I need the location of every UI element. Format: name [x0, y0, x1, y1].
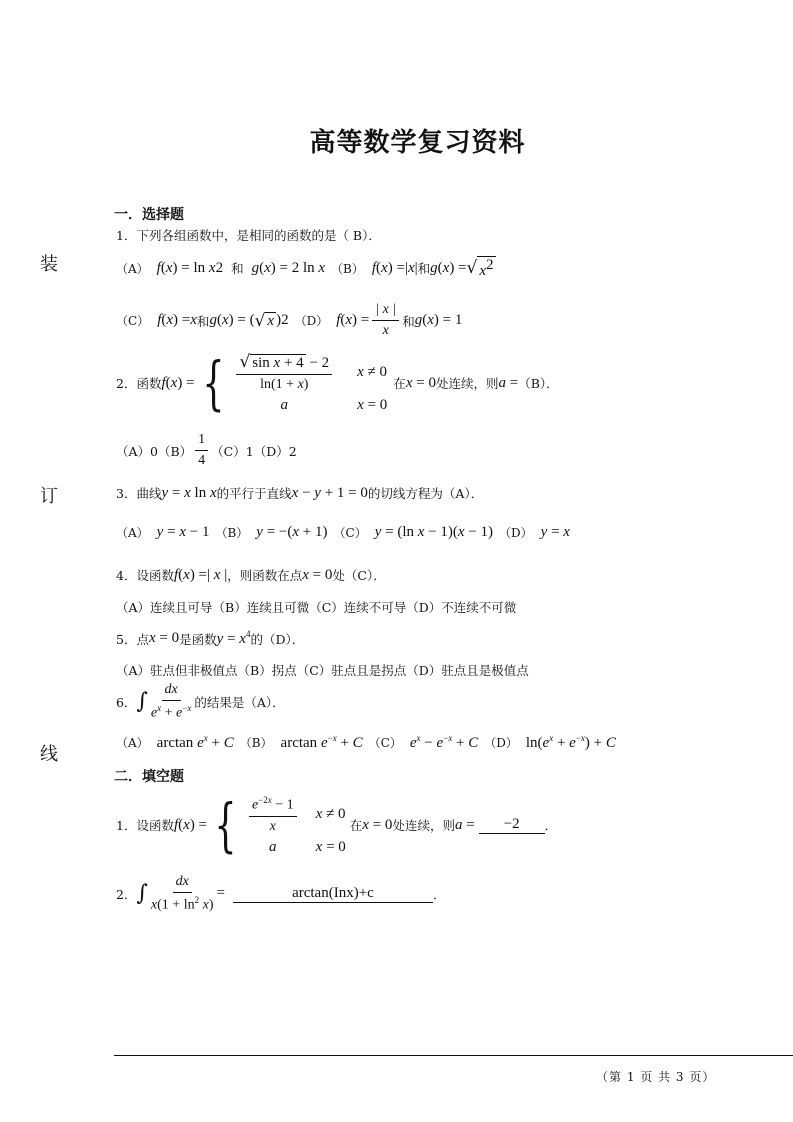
- option-b-label: （B）: [215, 526, 249, 540]
- question-2-options: （A）0（B） $\frac{1}{4}$ （C）1（D）2: [116, 432, 297, 468]
- question-text: ，则函数在点: [227, 568, 303, 583]
- question-text: 点: [136, 631, 149, 647]
- conjunction: 和: [231, 261, 244, 276]
- options-text: （A）驻点但非极值点（B）拐点（C）驻点且是拐点（D）驻点且是极值点: [116, 663, 529, 678]
- question-6-stem: 6． ∫ $\frac{dx}{e^x + e^{-x}}$ 的结果是（A）．: [116, 682, 285, 721]
- question-5-options: [116, 661, 529, 679]
- binding-mark-ding: 订: [40, 486, 58, 507]
- options-text: （A）连续且可导（B）连续且可微（C）连续不可导（D）不连续不可微: [116, 600, 517, 615]
- conjunction: 和: [196, 313, 210, 329]
- answer-blank[interactable]: −2: [479, 816, 545, 834]
- option-c-label: （C）: [116, 314, 150, 328]
- question-1-stem: [116, 226, 381, 244]
- conjunction: 和: [417, 261, 431, 276]
- question-number: 2．: [116, 376, 137, 391]
- option-c-label: （C）: [368, 736, 402, 750]
- option-a-label: （A）: [116, 736, 149, 750]
- question-text: 在: [349, 818, 363, 834]
- question-text: 处（C）．: [332, 568, 386, 583]
- question-text: 的平行于直线: [216, 486, 292, 501]
- conjunction: 和: [402, 313, 415, 329]
- question-text: 下列各组函数中，是相同的函数的是（ B）．: [136, 228, 381, 243]
- question-text: 的切线方程为（A）．: [367, 486, 484, 501]
- question-2-stem: 2． 函数 f ( x ) = { $\frac{\text{√ sin x + 4 − 2}}{\ln(1 + x)}$ x ≠ 0 a x = 0 在 x = 0 处连续，则 a = （B）．: [116, 349, 559, 417]
- fill-1: 1． 设函数 f ( x ) = { $\frac{e^{-2x} - 1}{x}$ x ≠ 0 a x = 0 在 x = 0 处连续，则 a = −2 ．: [116, 791, 558, 860]
- question-text: ．: [544, 818, 558, 834]
- question-5-stem: 5． 点 x = 0 是函数 $y = x^4$ 的（D）．: [116, 629, 305, 647]
- option-a-label: （A）: [116, 526, 149, 540]
- question-number: 1．: [116, 228, 137, 243]
- fill-2: 2． ∫ $\frac{dx}{x(1 + \ln^2 x)}$ = arctan(Inx)+c ．: [116, 874, 446, 913]
- question-text: 曲线: [136, 486, 162, 501]
- footer-rule: [114, 1055, 793, 1056]
- answer-blank[interactable]: arctan(Inx)+c: [233, 885, 433, 903]
- question-6-options: （A） $\arctan e^x + C$ （B） $\arctan e^{-x} + C$ （C） $e^x - e^{-x} + C$ （D） $\ln(e^x + e^{-x}) + C$: [116, 733, 616, 751]
- question-number: 2．: [116, 886, 137, 902]
- question-1-options-ab: （A） f ( x ) = ln x 2 和 g ( x ) = 2 ln x （B） f ( x ) =| x | 和 g ( x ) = √ $x^2$: [116, 257, 494, 279]
- piecewise-function: { $\frac{\text{√ sin x + 4 − 2}}{\ln(1 + x)}$ x ≠ 0 a x = 0: [201, 349, 388, 417]
- binding-mark-xian: 线: [40, 744, 58, 765]
- question-text: 的结果是（A）．: [194, 694, 285, 710]
- question-4-options: [116, 598, 516, 616]
- option-c-label: （C）: [333, 526, 367, 540]
- question-text: 处连续，则: [435, 376, 499, 391]
- question-text: 函数: [136, 376, 162, 391]
- binding-mark-zhuang: 装: [40, 254, 58, 275]
- option-b-label: （B）: [331, 261, 364, 276]
- question-number: 1．: [116, 818, 137, 834]
- options-text: （C）1（D）2: [211, 443, 297, 459]
- question-text: 处连续，则: [392, 818, 455, 834]
- question-text: 的（D）．: [250, 631, 305, 647]
- option-a-label: （A）: [116, 261, 149, 276]
- option-d-label: （D）: [484, 736, 518, 750]
- option-d-label: （D）: [499, 526, 533, 540]
- option-b-label: （B）: [239, 736, 273, 750]
- question-number: 4．: [116, 568, 137, 583]
- formula: f: [156, 259, 161, 276]
- question-text: ．: [432, 886, 446, 902]
- page-title: 高等数学复习资料: [309, 128, 526, 158]
- question-number: 5．: [116, 631, 137, 647]
- question-1-options-cd: （C） f ( x ) = x 和 g ( x ) = ( √ x ) 2 （D） f ( x ) = $\frac{| x |}{x}$ 和 g ( x ) = 1: [116, 302, 463, 338]
- section-choice-heading: 一．选择题: [114, 207, 184, 223]
- question-text: 在: [393, 376, 406, 391]
- question-text: 设函数: [136, 818, 174, 834]
- question-number: 3．: [116, 486, 137, 501]
- options-text: （A）0（B）: [116, 443, 193, 459]
- question-3-options: （A） y = x − 1 （B） y = −(x + 1) （C） y = (ln x − 1)(x − 1) （D） y = x: [116, 524, 570, 540]
- question-4-stem: 4． 设函数 f(x) =| x | ，则函数在点 x = 0 处（C）．: [116, 566, 386, 583]
- question-number: 6．: [116, 694, 137, 710]
- option-d-label: （D）: [294, 314, 329, 328]
- question-3-stem: 3． 曲线 y = x ln x 的平行于直线 x − y + 1 = 0 的切线方程为（A）．: [116, 484, 484, 501]
- question-text: （B）．: [518, 376, 559, 391]
- question-text: 设函数: [136, 568, 174, 583]
- question-text: 是函数: [179, 631, 217, 647]
- page-footer: （第 1 页 共 3 页）: [596, 1070, 716, 1084]
- piecewise-function: { $\frac{e^{-2x} - 1}{x}$ x ≠ 0 a x = 0: [214, 791, 346, 860]
- section-fill-heading: 二．填空题: [114, 769, 184, 785]
